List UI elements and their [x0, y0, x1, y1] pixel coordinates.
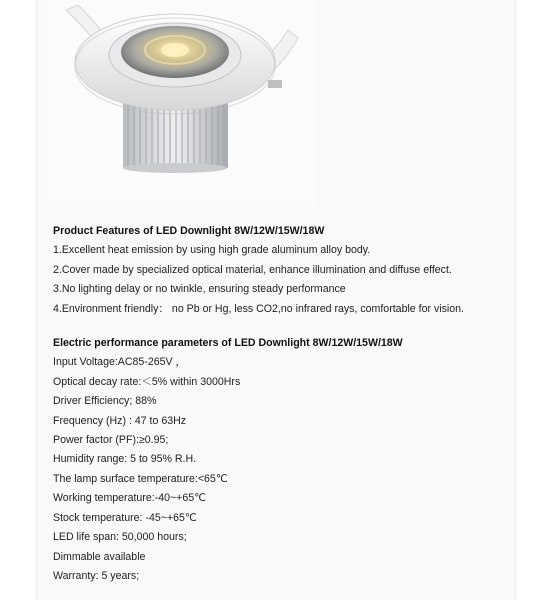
param-item: Stock temperature: -45~+65℃	[53, 511, 197, 524]
param-item: Power factor (PF):≥0.95;	[53, 434, 169, 447]
param-item: Optical decay rate:＜5% within 3000Hrs	[53, 375, 241, 388]
electric-heading: Electric performance parameters of LED Downlight 8W/12W/15W/18W	[53, 337, 403, 350]
feature-item: 1.Excellent heat emission by using high grade aluminum alloy body.	[53, 244, 371, 257]
features-heading: Product Features of LED Downlight 8W/12W/15W/18W	[53, 225, 325, 237]
param-item: Driver Efficiency; 88%	[53, 395, 157, 408]
param-item: The lamp surface temperature:<65℃	[53, 472, 228, 485]
product-description	[53, 222, 508, 586]
param-item: Working temperature:-40~+65℃	[53, 492, 207, 505]
param-item: Warranty: 5 years;	[53, 569, 140, 582]
led-downlight-photo-icon	[48, 0, 316, 206]
param-item: LED life span: 50,000 hours;	[53, 531, 187, 544]
feature-item: 3.No lighting delay or no twinkle, ensuring steady performance	[53, 283, 346, 296]
feature-item: 2.Cover made by specialized optical material, enhance illumination and diffuse effect.	[53, 263, 452, 276]
param-item: Input Voltage:AC85-265V ，	[53, 356, 187, 369]
param-item: Humidity range: 5 to 95% R.H.	[53, 453, 197, 466]
feature-item: 4.Environment friendly： no Pb or Hg, less CO2,no infrared rays, comfortable for vision.	[53, 302, 464, 315]
param-item: Frequency (Hz) : 47 to 63Hz	[53, 414, 187, 427]
param-item: Dimmable available	[53, 550, 146, 563]
product-photo	[48, 0, 316, 206]
